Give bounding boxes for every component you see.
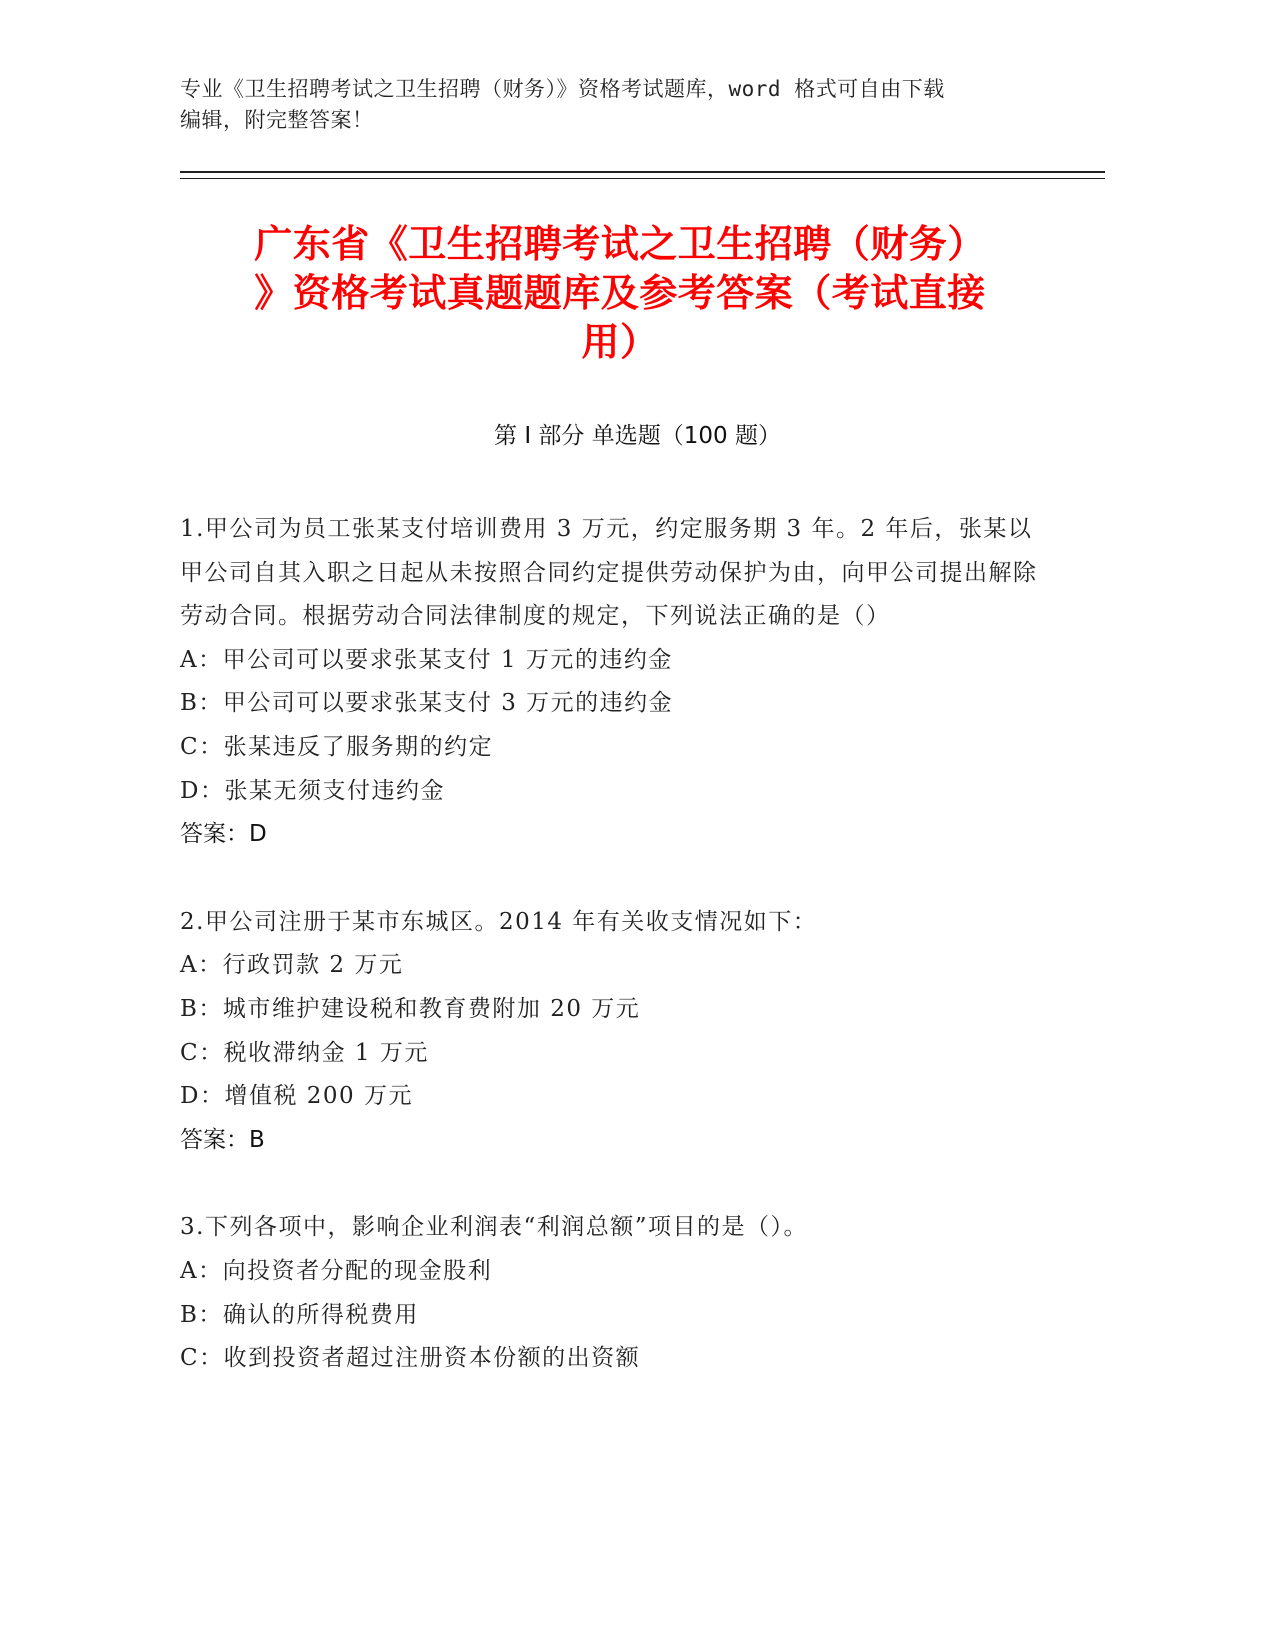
option-a: A：行政罚款 2 万元 <box>180 952 404 979</box>
question-3 <box>180 1206 1050 1380</box>
option-b: B：甲公司可以要求张某支付 3 万元的违约金 <box>180 690 674 717</box>
document-title <box>190 220 1050 367</box>
option-c: C：收到投资者超过注册资本份额的出资额 <box>180 1345 641 1372</box>
option-c: C：税收滞纳金 1 万元 <box>180 1039 429 1066</box>
option-d: D：张某无须支付违约金 <box>180 777 445 804</box>
option-b: B：城市维护建设税和教育费附加 20 万元 <box>180 995 641 1022</box>
option-c: C：张某违反了服务期的约定 <box>180 733 494 760</box>
option-a: A：甲公司可以要求张某支付 1 万元的违约金 <box>180 646 673 673</box>
question-list <box>180 508 1050 1425</box>
header-divider-thin <box>180 178 1105 179</box>
header-note-line-2: 编辑，附完整答案！ <box>180 108 374 132</box>
question-stem: 2.甲公司注册于某市东城区。2014 年有关收支情况如下： <box>180 908 818 935</box>
option-a: A：向投资者分配的现金股利 <box>180 1257 493 1284</box>
answer: 答案：B <box>180 1126 265 1153</box>
document-title-line-1: 广东省《卫生招聘考试之卫生招聘（财务） <box>254 222 986 266</box>
header-note-line-1: 专业《卫生招聘考试之卫生招聘（财务）》资格考试题库，word 格式可自由下载 <box>180 77 945 101</box>
question-1 <box>180 508 1050 857</box>
question-stem: 1.甲公司为员工张某支付培训费用 3 万元，约定服务期 3 年。2 年后，张某以甲公司自其入职之日起从未按照合同约定提供劳动保护为由，向甲公司提出解除劳动合同。根据劳动合同法律制度的规定，下列说法正确的是（） <box>180 516 1038 630</box>
question-2 <box>180 901 1050 1163</box>
document-title-line-3: 用） <box>581 320 659 364</box>
document-title-line-2: 》资格考试真题题库及参考答案（考试直接 <box>254 271 986 315</box>
question-stem: 3.下列各项中，影响企业利润表“利润总额”项目的是（）。 <box>180 1214 808 1241</box>
option-b: B：确认的所得税费用 <box>180 1301 419 1328</box>
header-divider-thick <box>180 171 1105 173</box>
option-d: D：增值税 200 万元 <box>180 1083 413 1110</box>
section-heading: 第 I 部分 单选题（100 题） <box>494 423 781 449</box>
header-note <box>180 74 1060 136</box>
answer: 答案：D <box>180 821 267 848</box>
